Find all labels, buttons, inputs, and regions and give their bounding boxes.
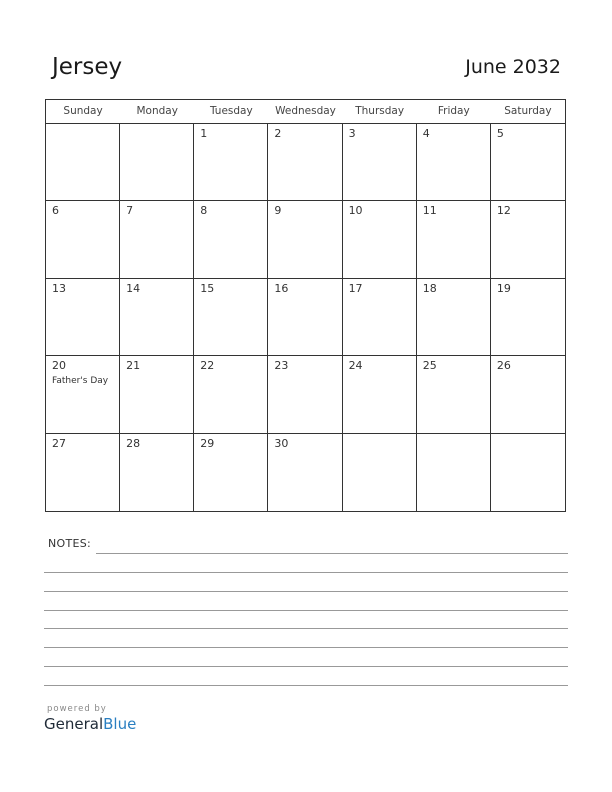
weekday-label: Sunday <box>63 105 103 117</box>
day-number: 14 <box>126 281 141 295</box>
day-cell <box>194 434 268 511</box>
day-number: 20 <box>52 359 66 373</box>
day-number: 11 <box>422 204 437 218</box>
day-number: 12 <box>496 204 511 218</box>
day-number: 27 <box>52 436 66 450</box>
day-number: 24 <box>348 359 363 373</box>
day-cell <box>343 201 417 278</box>
day-cell <box>194 124 268 201</box>
day-cell <box>120 434 194 511</box>
notes-line <box>44 647 568 648</box>
day-number: 18 <box>422 281 437 295</box>
brand-name <box>44 715 136 733</box>
notes-line <box>44 572 568 573</box>
notes-line <box>44 591 568 592</box>
notes-line <box>44 685 568 686</box>
day-number: 2 <box>274 127 282 140</box>
weekday-label: Thursday <box>355 105 405 117</box>
notes-line <box>44 666 568 667</box>
day-number: 1 <box>200 127 208 140</box>
notes-line <box>96 553 568 554</box>
day-number: 6 <box>52 204 59 218</box>
brand-name-general: General <box>44 715 104 733</box>
day-cell <box>268 279 342 356</box>
day-number: 22 <box>200 359 215 373</box>
holiday-label: Father's Day <box>52 376 109 387</box>
day-cell <box>194 279 268 356</box>
brand-name-blue: Blue <box>103 715 137 733</box>
weekday-label: Tuesday <box>209 105 253 117</box>
notes-label: NOTES: <box>48 537 92 550</box>
day-cell <box>417 356 491 433</box>
day-number: 3 <box>348 127 356 140</box>
day-number: 8 <box>200 204 208 218</box>
day-cell <box>120 279 194 356</box>
day-number: 21 <box>126 359 141 373</box>
day-cell <box>120 201 194 278</box>
day-cell <box>343 279 417 356</box>
day-number: 23 <box>274 359 289 373</box>
day-number: 13 <box>52 281 66 295</box>
day-cell <box>46 356 120 433</box>
powered-by-text: powered by <box>47 704 107 714</box>
day-cell <box>194 356 268 433</box>
day-number: 28 <box>126 436 141 450</box>
day-cell <box>194 201 268 278</box>
day-cell <box>417 124 491 201</box>
weekday-label: Wednesday <box>275 105 336 117</box>
day-number: 15 <box>200 281 215 295</box>
day-number: 19 <box>496 281 511 295</box>
day-number: 4 <box>422 127 430 140</box>
weekday-label: Friday <box>437 105 470 117</box>
calendar-region-title: Jersey <box>52 54 123 80</box>
day-cell <box>491 434 565 511</box>
day-number: 7 <box>126 204 134 218</box>
calendar-days <box>46 124 565 511</box>
day-number: 17 <box>348 281 363 295</box>
day-cell <box>46 201 120 278</box>
notes-line <box>44 610 568 611</box>
day-cell <box>491 356 565 433</box>
day-cell <box>120 124 194 201</box>
calendar-month-title: June 2032 <box>465 56 561 78</box>
day-number: 29 <box>200 436 215 450</box>
day-cell <box>343 434 417 511</box>
day-cell <box>46 279 120 356</box>
day-cell <box>491 124 565 201</box>
weekday-label: Saturday <box>504 105 552 117</box>
weekday-label: Monday <box>136 105 178 117</box>
day-cell <box>268 356 342 433</box>
day-cell <box>268 434 342 511</box>
weekday-header <box>46 100 565 124</box>
day-number: 10 <box>348 204 363 218</box>
day-number: 5 <box>496 127 504 140</box>
day-cell <box>343 124 417 201</box>
day-cell <box>417 279 491 356</box>
day-cell <box>46 434 120 511</box>
day-number: 16 <box>274 281 289 295</box>
day-cell <box>491 279 565 356</box>
day-number: 30 <box>274 436 289 450</box>
day-number: 9 <box>274 204 282 218</box>
day-cell <box>417 434 491 511</box>
day-cell <box>417 201 491 278</box>
day-cell <box>343 356 417 433</box>
day-number: 25 <box>422 359 437 373</box>
brand-logo <box>44 704 136 733</box>
day-cell <box>491 201 565 278</box>
notes-line <box>44 628 568 629</box>
day-cell <box>46 124 120 201</box>
day-cell <box>268 124 342 201</box>
day-number: 26 <box>496 359 511 373</box>
day-cell <box>120 356 194 433</box>
day-cell <box>268 201 342 278</box>
calendar-grid <box>45 99 566 512</box>
